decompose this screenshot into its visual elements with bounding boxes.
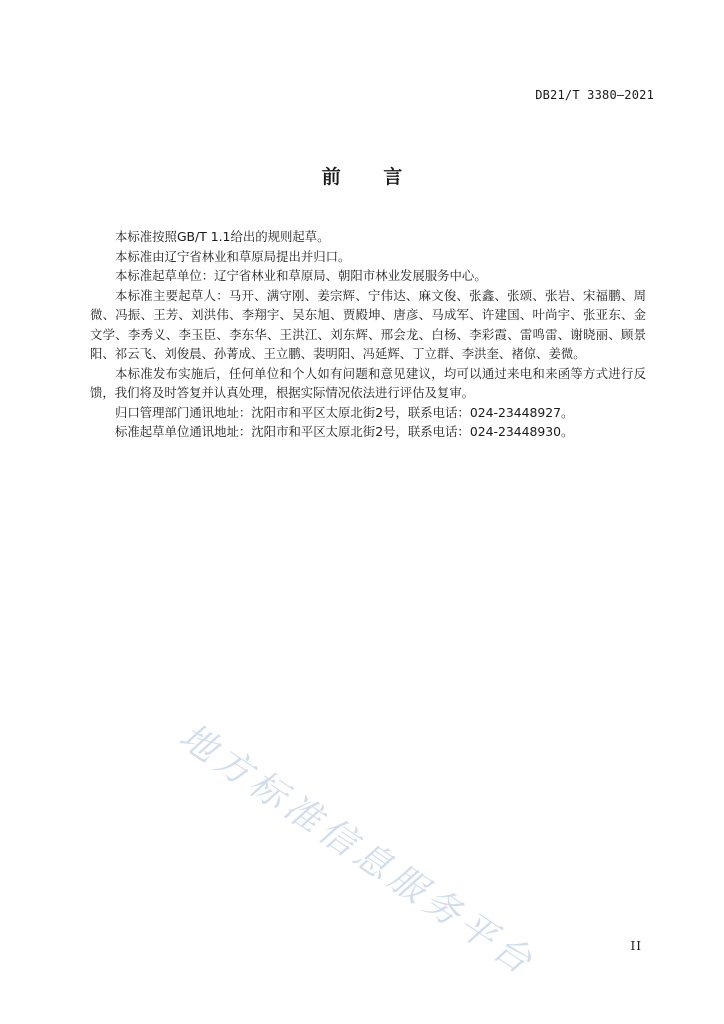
paragraph-feedback: 本标准发布实施后，任何单位和个人如有问题和意见建议，均可以通过来电和来函等方式进行反馈，我们将及时答复并认真处理，根据实际情况依法进行评估及复审。 (90, 365, 646, 400)
paragraph-drafters: 本标准主要起草人：马开、满守刚、姜宗辉、宁伟达、麻文俊、张鑫、张颂、张岩、宋福鹏、周微、冯振、王芳、刘洪伟、李翔宇、吴东旭、贾殿坤、唐彦、马成军、许建国、叶尚宇、张亚东、金文学、李秀义、李玉臣、李东华、王洪江、刘东辉、邢会龙、白杨、李彩霞、雷鸣雷、谢晓丽、顾景阳、祁云飞、刘俊晨、孙菁成、王立鹏、裴明阳、冯延辉、丁立群、李洪奎、褚倞、姜微。 (90, 287, 646, 361)
paragraph-drafting-units: 本标准起草单位：辽宁省林业和草原局、朝阳市林业发展服务中心。 (115, 268, 487, 283)
paragraph-management-address: 归口管理部门通讯地址：沈阳市和平区太原北街2号，联系电话：024-23448927。 (115, 404, 574, 420)
page-number: II (630, 939, 642, 953)
paragraph-proposer: 本标准由辽宁省林业和草原局提出并归口。 (115, 248, 351, 264)
watermark: 地方标准信息服务平台 (171, 715, 543, 985)
paragraph-drafting-unit-address: 标准起草单位通讯地址：沈阳市和平区太原北街2号，联系电话：024-23448930。 (115, 424, 574, 439)
paragraph-drafting-rules: 本标准按照GB/T 1.1给出的规则起草。 (115, 229, 330, 244)
foreword-body (90, 227, 646, 442)
standard-code: DB21/T 3380—2021 (535, 88, 654, 102)
section-title: 前 言 (321, 166, 421, 188)
